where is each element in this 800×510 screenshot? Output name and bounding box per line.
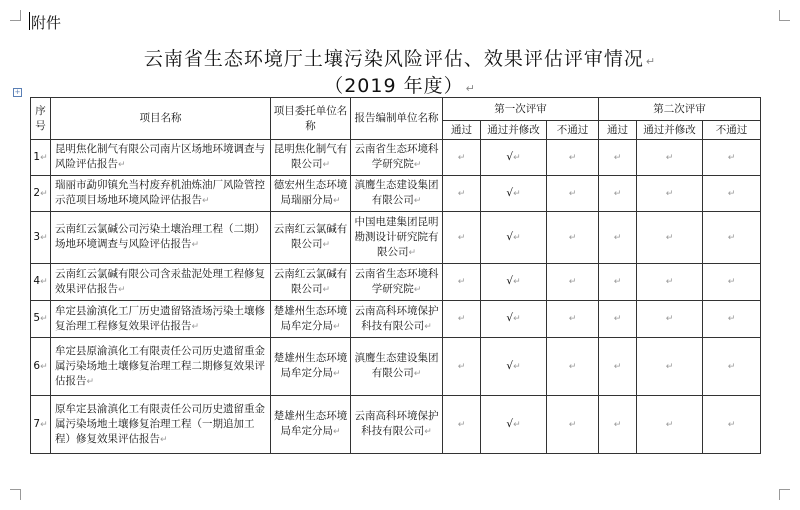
cell-project-name bbox=[51, 396, 271, 454]
header-r1-pass-with-changes: 通过并修改 bbox=[481, 121, 547, 140]
paragraph-mark: ↵ bbox=[191, 240, 200, 250]
cell-compiler-text: 滇鹰生态建设集团有限公司 bbox=[354, 352, 439, 379]
cell-r1-pass-with-changes bbox=[481, 264, 547, 301]
crop-mark-top-left bbox=[10, 10, 21, 21]
paragraph-mark: ↵ bbox=[665, 419, 674, 430]
cell-no bbox=[31, 338, 51, 396]
cell-r2-pass bbox=[599, 301, 637, 338]
cell-client bbox=[271, 338, 351, 396]
cell-r1-pass-with-changes bbox=[481, 212, 547, 264]
cell-project-name bbox=[51, 264, 271, 301]
paragraph-mark: ↵ bbox=[413, 284, 422, 295]
table-row bbox=[31, 396, 761, 454]
crop-mark-bottom-left bbox=[10, 489, 21, 500]
cell-client-text: 云南红云氯碱有限公司 bbox=[273, 223, 348, 250]
paragraph-mark: ↵ bbox=[413, 160, 422, 170]
cell-compiler-text: 中国电建集团昆明勘测设计研究院有限公司 bbox=[354, 215, 439, 258]
table-row bbox=[31, 176, 761, 212]
cell-r2-pass bbox=[599, 338, 637, 396]
table-move-handle-icon[interactable]: + bbox=[14, 88, 21, 96]
cell-r1-pass bbox=[443, 396, 481, 454]
paragraph-mark: ↵ bbox=[727, 314, 736, 324]
cell-client bbox=[271, 176, 351, 212]
paragraph-mark: ↵ bbox=[613, 188, 622, 199]
header-client: 项目委托单位名称 bbox=[271, 98, 351, 140]
cell-client-text: 云南红云氯碱有限公司 bbox=[273, 267, 348, 295]
cell-r1-pass-with-changes-text: √ bbox=[506, 230, 514, 243]
header-row-1 bbox=[31, 98, 761, 121]
cell-r1-pass bbox=[443, 176, 481, 212]
paragraph-mark: ↵ bbox=[202, 196, 210, 206]
cell-r1-pass bbox=[443, 338, 481, 396]
cell-no-text: 3 bbox=[33, 230, 41, 243]
cell-r2-fail bbox=[703, 140, 761, 176]
paragraph-mark: ↵ bbox=[413, 196, 422, 206]
paragraph-mark: ↵ bbox=[191, 321, 200, 332]
cell-r1-pass bbox=[443, 301, 481, 338]
paragraph-mark: ↵ bbox=[332, 196, 341, 206]
crop-mark-bottom-right bbox=[779, 489, 790, 500]
cell-compiler bbox=[351, 140, 443, 176]
cell-r2-fail bbox=[703, 212, 761, 264]
header-round-1: 第一次评审 bbox=[443, 98, 599, 121]
cell-r1-pass bbox=[443, 140, 481, 176]
cell-r1-pass-with-changes-text: √ bbox=[506, 359, 514, 372]
cell-compiler bbox=[351, 176, 443, 212]
header-compiler: 报告编制单位名称 bbox=[351, 98, 443, 140]
cell-r1-pass-with-changes-text: √ bbox=[506, 312, 514, 324]
cell-no-text: 7 bbox=[33, 417, 41, 430]
table-row bbox=[31, 140, 761, 176]
cell-compiler-text: 云南高科环境保护科技有限公司 bbox=[354, 410, 439, 437]
cell-r1-fail bbox=[547, 140, 599, 176]
cell-project-name bbox=[51, 212, 271, 264]
paragraph-mark: ↵ bbox=[40, 361, 48, 372]
paragraph-mark: ↵ bbox=[408, 247, 417, 258]
cell-client bbox=[271, 301, 351, 338]
cell-no bbox=[31, 176, 51, 212]
paragraph-mark: ↵ bbox=[424, 321, 432, 332]
cell-client-text: 德宏州生态环境局瑞丽分局 bbox=[273, 179, 348, 206]
cell-r1-fail bbox=[547, 264, 599, 301]
paragraph-mark: ↵ bbox=[727, 419, 736, 430]
paragraph-mark: ↵ bbox=[513, 277, 521, 287]
cell-r1-pass-with-changes-text: √ bbox=[506, 275, 514, 287]
cell-project-name-text: 牟定县原渝滇化工有限责任公司历史遗留重金属污染场地土壤修复治理工程二期修复效果评估报告 bbox=[55, 344, 265, 387]
paragraph-mark: ↵ bbox=[568, 188, 577, 199]
paragraph-mark: ↵ bbox=[613, 152, 622, 163]
cell-r1-pass-with-changes-text: √ bbox=[506, 417, 514, 430]
paragraph-mark: ↵ bbox=[727, 361, 736, 372]
cell-r1-pass bbox=[443, 264, 481, 301]
header-r1-fail: 不通过 bbox=[547, 121, 599, 140]
header-no: 序号 bbox=[31, 98, 51, 140]
cell-r1-pass-with-changes-text: √ bbox=[506, 150, 514, 163]
cell-project-name-text: 原牟定县渝滇化工有限责任公司历史遗留重金属污染场地土壤修复治理工程（一期追加工程）修复效果评估报告 bbox=[55, 402, 265, 445]
cell-client bbox=[271, 140, 351, 176]
paragraph-mark: ↵ bbox=[665, 188, 674, 199]
header-r2-fail: 不通过 bbox=[703, 121, 761, 140]
cell-r1-fail bbox=[547, 301, 599, 338]
cell-client-text: 楚雄州生态环境局牟定分局 bbox=[273, 410, 348, 437]
cell-r2-pass bbox=[599, 140, 637, 176]
cell-r1-fail bbox=[547, 212, 599, 264]
cell-compiler-text: 滇鹰生态建设集团有限公司 bbox=[354, 179, 439, 206]
paragraph-mark: ↵ bbox=[457, 277, 466, 287]
cell-client-text: 楚雄州生态环境局牟定分局 bbox=[273, 304, 348, 332]
header-r1-pass: 通过 bbox=[443, 121, 481, 140]
cell-r1-pass bbox=[443, 212, 481, 264]
attachment-label: 附件 bbox=[31, 14, 62, 32]
paragraph-mark: ↵ bbox=[513, 152, 521, 163]
table-row bbox=[31, 212, 761, 264]
cell-client-text: 昆明焦化制气有限公司 bbox=[273, 143, 348, 170]
text-cursor bbox=[29, 12, 30, 30]
cell-r1-fail bbox=[547, 338, 599, 396]
cell-r1-pass-with-changes bbox=[481, 338, 547, 396]
paragraph-mark: ↵ bbox=[613, 419, 622, 430]
cell-no-text: 6 bbox=[33, 359, 41, 372]
paragraph-mark: ↵ bbox=[613, 314, 622, 324]
cell-r2-pass-with-changes bbox=[637, 264, 703, 301]
paragraph-mark: ↵ bbox=[457, 314, 466, 324]
title-line-1: 云南省生态环境厅土壤污染风险评估、效果评估评审情况 bbox=[143, 48, 644, 70]
paragraph-mark: ↵ bbox=[424, 427, 432, 437]
paragraph-mark: ↵ bbox=[613, 361, 622, 372]
paragraph-mark: ↵ bbox=[613, 277, 622, 287]
cell-compiler bbox=[351, 264, 443, 301]
paragraph-mark: ↵ bbox=[568, 232, 577, 243]
paragraph-mark: ↵ bbox=[665, 232, 674, 243]
paragraph-mark: ↵ bbox=[727, 277, 736, 287]
paragraph-mark: ↵ bbox=[568, 419, 577, 430]
crop-mark-top-right bbox=[779, 10, 790, 21]
cell-r2-fail bbox=[703, 338, 761, 396]
paragraph-mark: ↵ bbox=[645, 55, 657, 68]
paragraph-mark: ↵ bbox=[40, 152, 48, 163]
cell-r1-pass-with-changes bbox=[481, 140, 547, 176]
paragraph-mark: ↵ bbox=[86, 376, 95, 387]
paragraph-mark: ↵ bbox=[40, 419, 48, 430]
paragraph-mark: ↵ bbox=[118, 284, 126, 295]
cell-compiler bbox=[351, 212, 443, 264]
paragraph-mark: ↵ bbox=[568, 152, 577, 163]
cell-client-text: 楚雄州生态环境局牟定分局 bbox=[273, 352, 348, 379]
paragraph-mark: ↵ bbox=[568, 361, 577, 372]
table-row bbox=[31, 264, 761, 301]
header-project-name: 项目名称 bbox=[51, 98, 271, 140]
cell-no bbox=[31, 301, 51, 338]
cell-r2-fail bbox=[703, 264, 761, 301]
cell-no bbox=[31, 212, 51, 264]
cell-no bbox=[31, 396, 51, 454]
table-row bbox=[31, 301, 761, 338]
paragraph-mark: ↵ bbox=[727, 232, 736, 243]
cell-project-name-text: 云南红云氯碱有限公司含汞盐泥处理工程修复效果评估报告 bbox=[55, 267, 265, 295]
cell-project-name-text: 瑞丽市勐卯镇允当村废弃机油炼油厂风险管控示范项目场地环境风险评估报告 bbox=[55, 179, 265, 206]
cell-compiler-text: 云南高科环境保护科技有限公司 bbox=[354, 304, 439, 332]
cell-no-text: 1 bbox=[33, 150, 41, 163]
paragraph-mark: ↵ bbox=[457, 419, 466, 430]
document-subtitle bbox=[0, 71, 800, 98]
cell-r1-pass-with-changes bbox=[481, 396, 547, 454]
paragraph-mark: ↵ bbox=[465, 82, 476, 95]
paragraph-mark: ↵ bbox=[665, 152, 674, 163]
paragraph-mark: ↵ bbox=[665, 361, 674, 372]
paragraph-mark: ↵ bbox=[568, 277, 577, 287]
title-line-2: （2019 年度） bbox=[324, 75, 464, 97]
paragraph-mark: ↵ bbox=[40, 232, 48, 243]
table-row bbox=[31, 338, 761, 396]
paragraph-mark: ↵ bbox=[40, 188, 48, 199]
paragraph-mark: ↵ bbox=[457, 232, 466, 243]
paragraph-mark: ↵ bbox=[322, 240, 331, 250]
cell-r2-pass-with-changes bbox=[637, 338, 703, 396]
cell-project-name bbox=[51, 338, 271, 396]
cell-no-text: 5 bbox=[33, 312, 41, 324]
header-r2-pass: 通过 bbox=[599, 121, 637, 140]
paragraph-mark: ↵ bbox=[413, 369, 422, 379]
paragraph-mark: ↵ bbox=[513, 188, 521, 199]
paragraph-mark: ↵ bbox=[322, 160, 331, 170]
cell-r2-pass bbox=[599, 264, 637, 301]
paragraph-mark: ↵ bbox=[665, 277, 674, 287]
cell-no-text: 2 bbox=[33, 186, 41, 199]
header-round-2: 第二次评审 bbox=[599, 98, 761, 121]
cell-compiler bbox=[351, 301, 443, 338]
paragraph-mark: ↵ bbox=[118, 160, 126, 170]
cell-r2-fail bbox=[703, 396, 761, 454]
cell-r2-pass bbox=[599, 212, 637, 264]
cell-r1-pass-with-changes bbox=[481, 301, 547, 338]
cell-client bbox=[271, 396, 351, 454]
header-r2-pass-with-changes: 通过并修改 bbox=[637, 121, 703, 140]
review-table bbox=[30, 97, 761, 454]
paragraph-mark: ↵ bbox=[513, 314, 521, 324]
cell-r1-pass-with-changes bbox=[481, 176, 547, 212]
paragraph-mark: ↵ bbox=[513, 419, 521, 430]
cell-r2-fail bbox=[703, 176, 761, 212]
paragraph-mark: ↵ bbox=[513, 232, 521, 243]
paragraph-mark: ↵ bbox=[457, 361, 466, 372]
cell-no bbox=[31, 264, 51, 301]
paragraph-mark: ↵ bbox=[332, 321, 341, 332]
cell-no bbox=[31, 140, 51, 176]
cell-r1-pass-with-changes-text: √ bbox=[506, 186, 514, 199]
paragraph-mark: ↵ bbox=[40, 277, 48, 287]
cell-r2-fail bbox=[703, 301, 761, 338]
paragraph-mark: ↵ bbox=[727, 152, 736, 163]
cell-project-name-text: 云南红云氯碱公司污染土壤治理工程（二期）场地环境调查与风险评估报告 bbox=[55, 223, 265, 250]
cell-project-name bbox=[51, 301, 271, 338]
paragraph-mark: ↵ bbox=[568, 314, 577, 324]
cell-compiler-text: 云南省生态环境科学研究院 bbox=[354, 143, 439, 170]
cell-project-name bbox=[51, 176, 271, 212]
paragraph-mark: ↵ bbox=[457, 152, 466, 163]
cell-r2-pass-with-changes bbox=[637, 140, 703, 176]
paragraph-mark: ↵ bbox=[40, 314, 48, 324]
cell-client bbox=[271, 212, 351, 264]
paragraph-mark: ↵ bbox=[513, 361, 521, 372]
cell-project-name bbox=[51, 140, 271, 176]
cell-r2-pass-with-changes bbox=[637, 176, 703, 212]
cell-compiler bbox=[351, 338, 443, 396]
cell-project-name-text: 昆明焦化制气有限公司南片区场地环境调查与风险评估报告 bbox=[55, 143, 265, 170]
cell-no-text: 4 bbox=[33, 275, 41, 287]
cell-r1-fail bbox=[547, 396, 599, 454]
cell-r2-pass bbox=[599, 176, 637, 212]
paragraph-mark: ↵ bbox=[332, 427, 341, 437]
paragraph-mark: ↵ bbox=[322, 284, 331, 295]
cell-r2-pass-with-changes bbox=[637, 396, 703, 454]
paragraph-mark: ↵ bbox=[665, 314, 674, 324]
cell-client bbox=[271, 264, 351, 301]
document-title bbox=[0, 44, 800, 71]
cell-r2-pass-with-changes bbox=[637, 212, 703, 264]
cell-r2-pass bbox=[599, 396, 637, 454]
paragraph-mark: ↵ bbox=[613, 232, 622, 243]
cell-compiler-text: 云南省生态环境科学研究院 bbox=[354, 267, 439, 295]
paragraph-mark: ↵ bbox=[160, 434, 168, 445]
cell-r2-pass-with-changes bbox=[637, 301, 703, 338]
cell-compiler bbox=[351, 396, 443, 454]
paragraph-mark: ↵ bbox=[727, 188, 736, 199]
cell-project-name-text: 牟定县渝滇化工厂历史遗留铬渣场污染土壤修复治理工程修复效果评估报告 bbox=[55, 304, 265, 332]
paragraph-mark: ↵ bbox=[332, 369, 341, 379]
paragraph-mark: ↵ bbox=[457, 188, 466, 199]
cell-r1-fail bbox=[547, 176, 599, 212]
